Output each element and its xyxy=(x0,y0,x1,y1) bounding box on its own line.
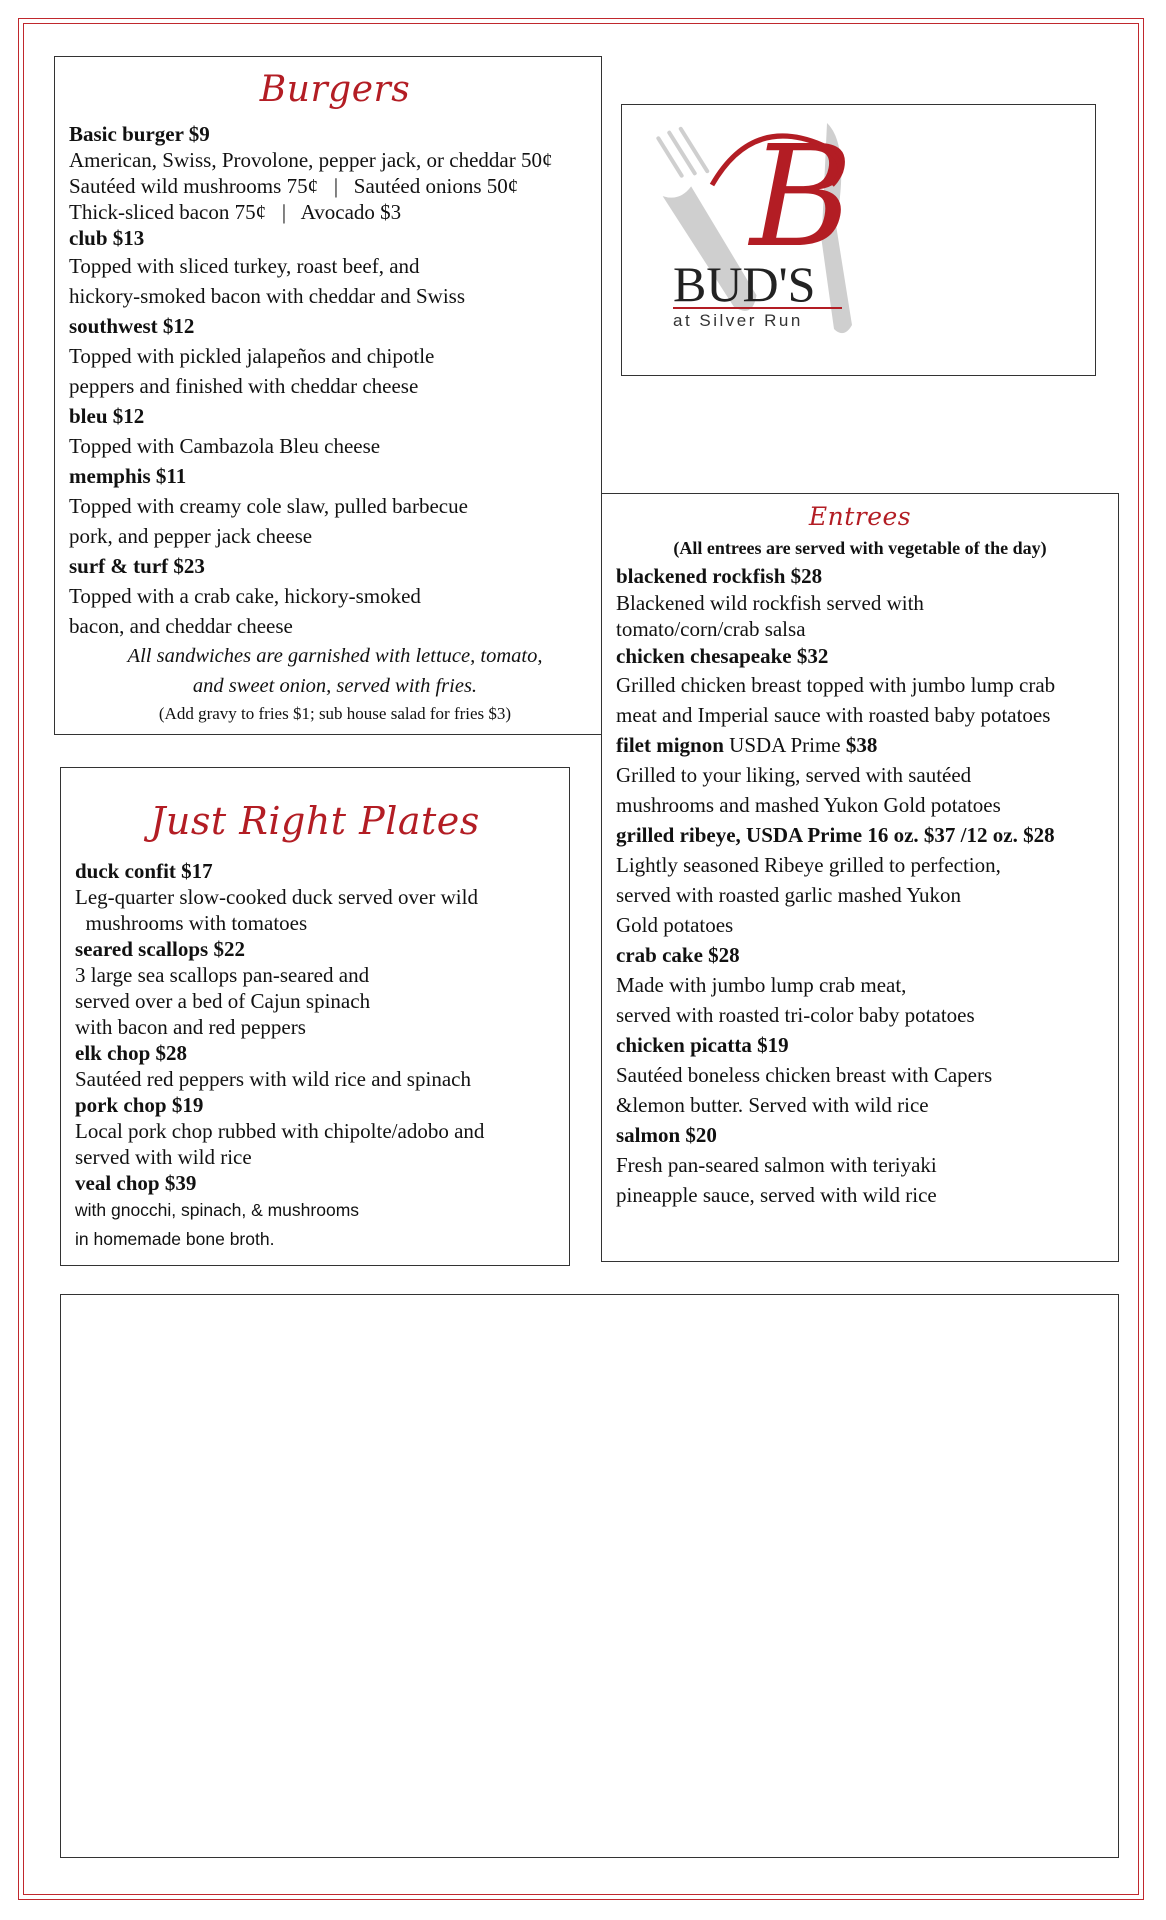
menu-item-name: Basic burger $9 xyxy=(69,122,210,146)
menu-item-price: $38 xyxy=(845,733,878,757)
buds-logo xyxy=(622,105,1094,374)
menu-item-desc: Local pork chop rubbed with chipolte/adobo and xyxy=(75,1119,485,1143)
menu-item-name: duck confit $17 xyxy=(75,859,213,883)
menu-item-desc: mushrooms and mashed Yukon Gold potatoes xyxy=(616,793,1001,817)
menu-item-name: crab cake $28 xyxy=(616,943,740,967)
menu-item-name: elk chop $28 xyxy=(75,1041,188,1065)
menu-item-name: bleu $12 xyxy=(69,404,145,428)
logo-tagline: at Silver Run xyxy=(673,311,803,330)
burgers-footer-note: and sweet onion, served with fries. xyxy=(192,675,478,697)
menu-item-desc: Topped with sliced turkey, roast beef, and xyxy=(69,254,420,278)
menu-item-desc: served with wild rice xyxy=(75,1145,252,1169)
plates-title: Just Right Plates xyxy=(150,799,480,843)
menu-item-desc: served with roasted tri-color baby potatoes xyxy=(616,1003,975,1027)
menu-item-desc: in homemade bone broth. xyxy=(75,1229,275,1249)
menu-item-name: seared scallops $22 xyxy=(75,937,245,961)
menu-item-desc: tomato/corn/crab salsa xyxy=(616,617,806,641)
menu-item-name: chicken chesapeake $32 xyxy=(616,644,829,668)
menu-item-desc: Leg-quarter slow-cooked duck served over wild xyxy=(75,885,478,909)
menu-item-desc: pork, and pepper jack cheese xyxy=(69,524,313,548)
menu-item-desc: Grilled chicken breast topped with jumbo lump crab xyxy=(616,673,1056,697)
menu-item-desc: with gnocchi, spinach, & mushrooms xyxy=(75,1200,360,1220)
empty-panel xyxy=(60,1294,1119,1858)
menu-item-name: southwest $12 xyxy=(69,314,195,338)
menu-item-desc: Blackened wild rockfish served with xyxy=(616,591,924,615)
menu-item-grade: USDA Prime xyxy=(723,733,846,757)
menu-item-desc: Gold potatoes xyxy=(616,913,734,937)
burgers-footer-note: All sandwiches are garnished with lettuce, tomato, xyxy=(127,645,543,667)
menu-item-desc: Topped with Cambazola Bleu cheese xyxy=(69,434,381,458)
menu-item-desc: peppers and finished with cheddar cheese xyxy=(69,374,419,398)
menu-item-name: pork chop $19 xyxy=(75,1093,204,1117)
menu-item-desc: Grilled to your liking, served with sautéed xyxy=(616,763,972,787)
menu-item-name: chicken picatta $19 xyxy=(616,1033,789,1057)
menu-item-name: veal chop $39 xyxy=(75,1171,197,1195)
menu-item-desc: Sautéed boneless chicken breast with Capers xyxy=(616,1063,993,1087)
menu-item-desc: Sautéed red peppers with wild rice and spinach xyxy=(75,1067,471,1091)
menu-item-name: salmon $20 xyxy=(616,1123,717,1147)
burgers-footer-addon: (Add gravy to fries $1; sub house salad for fries $3) xyxy=(158,704,512,723)
menu-item-name-bold: filet mignon xyxy=(616,733,724,757)
burgers-title: Burgers xyxy=(259,69,411,110)
menu-item-desc: 3 large sea scallops pan-seared and xyxy=(75,963,370,987)
menu-item-desc: &lemon butter. Served with wild rice xyxy=(616,1093,929,1117)
menu-item-desc: Lightly seasoned Ribeye grilled to perfection, xyxy=(616,853,1001,877)
menu-item-name xyxy=(616,730,1118,760)
menu-item-desc: mushrooms with tomatoes xyxy=(75,911,308,935)
menu-item-desc: Topped with creamy cole slaw, pulled barbecue xyxy=(69,494,468,518)
menu-item-desc: Sautéed wild mushrooms 75¢ | Sautéed onions 50¢ xyxy=(69,174,519,198)
menu-item-name: blackened rockfish $28 xyxy=(616,564,823,588)
entrees-section xyxy=(601,493,1119,1262)
menu-item-desc: Thick-sliced bacon 75¢ | Avocado $3 xyxy=(69,200,402,224)
menu-item-desc: hickory-smoked bacon with cheddar and Swiss xyxy=(69,284,465,308)
menu-item-desc: American, Swiss, Provolone, pepper jack, or cheddar 50¢ xyxy=(69,148,553,172)
plates-section xyxy=(60,767,570,1266)
menu-item-desc: Topped with a crab cake, hickory-smoked xyxy=(69,584,421,608)
logo-box xyxy=(621,104,1096,376)
menu-item-desc: with bacon and red peppers xyxy=(75,1015,306,1039)
menu-item-desc: Topped with pickled jalapeños and chipotle xyxy=(69,344,435,368)
menu-item-name: club $13 xyxy=(69,226,145,250)
menu-item-desc: Fresh pan-seared salmon with teriyaki xyxy=(616,1153,937,1177)
menu-item-desc: Made with jumbo lump crab meat, xyxy=(616,973,907,997)
menu-item-name: memphis $11 xyxy=(69,464,187,488)
logo-letter: B xyxy=(750,116,853,279)
menu-item-desc: served over a bed of Cajun spinach xyxy=(75,989,371,1013)
menu-item-name: grilled ribeye, USDA Prime 16 oz. $37 /12 oz. $28 xyxy=(616,823,1055,847)
menu-item-desc: meat and Imperial sauce with roasted baby potatoes xyxy=(616,703,1051,727)
menu-item-name: surf & turf $23 xyxy=(69,554,205,578)
entrees-title: Entrees xyxy=(808,502,912,531)
menu-item-desc: pineapple sauce, served with wild rice xyxy=(616,1183,937,1207)
logo-name: BUD'S xyxy=(673,256,816,312)
entrees-note: (All entrees are served with vegetable of the day) xyxy=(673,538,1047,558)
menu-item-desc: served with roasted garlic mashed Yukon xyxy=(616,883,962,907)
burgers-section xyxy=(54,56,602,735)
menu-item-desc: bacon, and cheddar cheese xyxy=(69,614,293,638)
